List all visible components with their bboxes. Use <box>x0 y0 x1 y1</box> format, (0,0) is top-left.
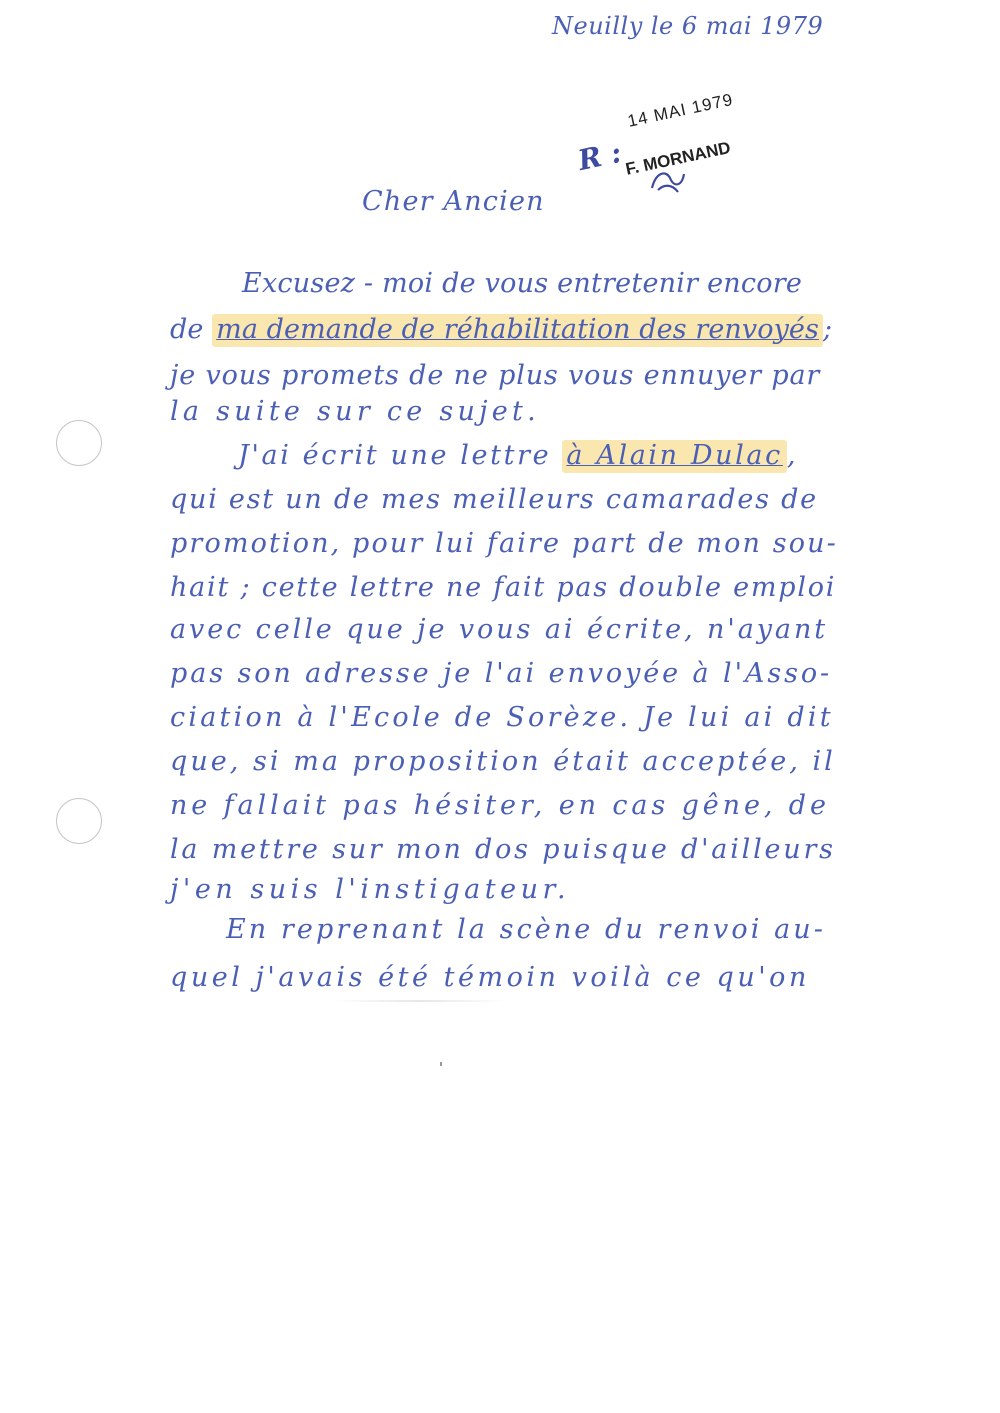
letter-line-text: J'ai écrit une lettre <box>238 440 563 471</box>
initials-scribble-icon <box>648 166 688 196</box>
letter-line-text: hait ; cette lettre ne fait pas double emploi <box>170 572 837 603</box>
letter-line <box>170 396 540 427</box>
letter-line-text: j'en suis l'instigateur. <box>170 874 571 905</box>
binder-hole <box>56 798 102 844</box>
letter-line-text: ciation à l'Ecole de Sorèze. Je lui ai dit <box>170 702 834 733</box>
letter-line-text: quel j'avais été témoin voilà ce qu'on <box>170 962 810 993</box>
letter-line <box>170 314 832 345</box>
letter-line <box>170 484 818 515</box>
faint-mark <box>330 1000 510 1002</box>
letter-date: Neuilly le 6 mai 1979 <box>552 12 824 40</box>
letter-line-text: En reprenant la scène du renvoi au- <box>226 914 826 945</box>
letter-line-text: promotion, pour lui faire part de mon sou- <box>170 528 838 559</box>
binder-hole <box>56 420 102 466</box>
letter-line-text: je vous promets de ne plus vous ennuyer par <box>170 360 821 391</box>
letter-line <box>170 360 820 391</box>
paper-speck <box>440 1062 442 1066</box>
letter-line-text: pas son adresse je l'ai envoyée à l'Asso- <box>170 658 833 689</box>
stamp-r-mark: R : <box>575 135 625 178</box>
letter-line <box>170 790 830 821</box>
letter-line-end: ; <box>822 314 833 345</box>
letter-line <box>170 572 836 603</box>
letter-line <box>238 440 798 471</box>
highlighted-text: à Alain Dulac <box>562 440 786 473</box>
letter-line-text: la mettre sur mon dos puisque d'ailleurs <box>170 834 836 865</box>
letter-line-end: , <box>786 440 799 471</box>
letter-line <box>170 528 838 559</box>
letter-line <box>170 614 828 645</box>
letter-line <box>170 834 836 865</box>
greeting: Cher Ancien <box>362 186 545 217</box>
letter-line <box>170 702 834 733</box>
letter-line-text: qui est un de mes meilleurs camarades de <box>170 484 818 515</box>
stamp-date: 14 MAI 1979 <box>625 89 735 131</box>
letter-line <box>242 268 802 299</box>
letter-line <box>170 658 832 689</box>
letter-line <box>170 962 810 993</box>
highlighted-text: ma demande de réhabilitation des renvoyés <box>212 314 823 347</box>
stamp-name: F. MORNAND <box>623 138 733 179</box>
letter-line-text: avec celle que je vous ai écrite, n'ayant <box>170 614 829 645</box>
letter-line <box>170 746 836 777</box>
letter-line <box>170 874 570 905</box>
letter-line-text: de <box>170 314 213 345</box>
letter-line-text: Excusez - moi de vous entretenir encore <box>242 268 803 299</box>
letter-line <box>226 914 826 945</box>
letter-line-text: la suite sur ce sujet. <box>170 396 540 427</box>
letter-line-text: que, si ma proposition était acceptée, il <box>170 746 836 777</box>
letter-line-text: ne fallait pas hésiter, en cas gêne, de <box>170 790 830 821</box>
